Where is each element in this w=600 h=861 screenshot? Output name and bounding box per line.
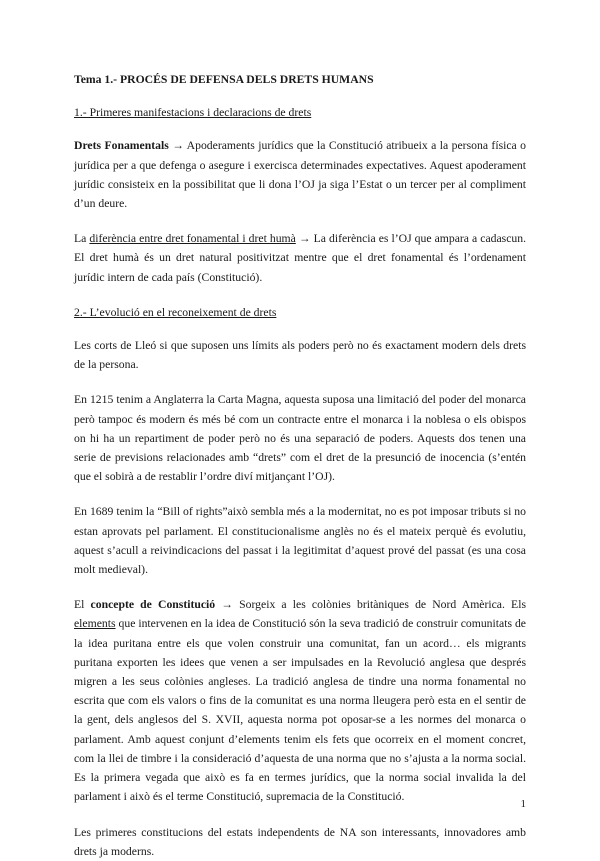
paragraph-text: Apoderaments jurídics que la Constitució atribueix a la persona física o jurídica per a que defenga o asegure i exercisca determinades expectatives. Aquest apoderament jurídic consisteix en la possibilitat que li dona l’OJ ja siga l’Estat o un tercer per al compliment d’un deure. (74, 139, 527, 211)
paragraph-text: Sorgeix a les colònies britàniques de Nord Amèrica. Els (239, 598, 526, 612)
page-number: 1 (520, 797, 526, 810)
paragraph-text: que intervenen en la idea de Constitució són la seva tradició de construir comunitats de la idea puritana entre els que volen construir una comunitat, fan un acord… els migrants puritana exporten les idees que venen a ser impulsades en la Revolució anglesa que després migren a les seus colònies angleses. La tradició anglesa de tindre una norma fonamental no escrita que com els valors o fins de la comunitat es una norma lleugera però esta en el sentir de la gent, dels anglesos del S. XVII, aquesta norma pot oposar-se a les normes del monarca o parlament. Amb aquest conjunt d’elements tenim els fets que ocorreix en el moment concret, com la llei de timbre i la consideració d’aquesta de una norma que no s’ajusta a la norma social. Es la primera vegada que això es fa en termes jurídics, que la norma social invalida la del parlament i això és el terme Constitució, supremacia de la Constitució. (74, 617, 526, 804)
paragraph-text: El (74, 598, 91, 612)
paragraph-diferencia (74, 229, 526, 287)
paragraph-text: La (74, 232, 90, 246)
arrow-symbol: → (215, 598, 240, 612)
document-title: Tema 1.- PROCÉS DE DEFENSA DELS DRETS HUMANS (74, 73, 374, 86)
paragraph-bill-of-rights: En 1689 tenim la “Bill of rights”això sembla més a la modernitat, no es pot imposar tributs si no estan aprovats pel parlament. El constitucionalisme anglès no és el mateix perquè és evolutiu, aquest s’acull a reivindicacions del passat i la legitimitat d’aquest prové del passat (es una cosa molt medieval). (74, 505, 526, 577)
paragraph-concepte-constitucio (74, 595, 526, 806)
term-drets-fonamentals: Drets Fonamentals (74, 139, 169, 153)
underlined-term: elements (74, 617, 116, 631)
paragraph-carta-magna: En 1215 tenim a Anglaterra la Carta Magna, aquesta suposa una limitació del poder del monarca però tampoc és modern és més bé com un contracte entre el monarca i la noblesa o els obispos on hi ha un repartiment de poder però no és una separació de poders. Aquests dos tenen una serie de previsions relacionades amb “drets” com el dret de la presunció de inocencia (s’entén que el sobirà a de restablir l’ordre diví mitjançant l’OJ). (74, 393, 526, 484)
section-heading-1: 1.- Primeres manifestacions i declaracions de drets (74, 106, 312, 120)
paragraph-text: La diferència es l’OJ que ampara a cadascun. El dret humà és un dret natural positivitzat mentre que el dret fonamental és l’ordenament jurídic intern de cada país (Constitució). (74, 232, 527, 284)
paragraph-primeres-constitucions: Les primeres constitucions del estats independents de NA son interessants, innovadores amb drets ja moderns. (74, 825, 526, 858)
section-heading-2: 2.- L’evolució en el reconeixement de drets (74, 305, 277, 319)
arrow-symbol: → (295, 232, 314, 246)
paragraph-corts-lleo: Les corts de Lleó si que suposen uns límits als poders però no és exactament modern dels drets de la persona. (74, 339, 526, 372)
term-concepte-constitucio: concepte de Constitució (90, 598, 216, 612)
underlined-term: diferència entre dret fonamental i dret humà (89, 232, 296, 246)
paragraph-drets-fonamentals (74, 136, 526, 213)
arrow-symbol: → (168, 139, 187, 153)
